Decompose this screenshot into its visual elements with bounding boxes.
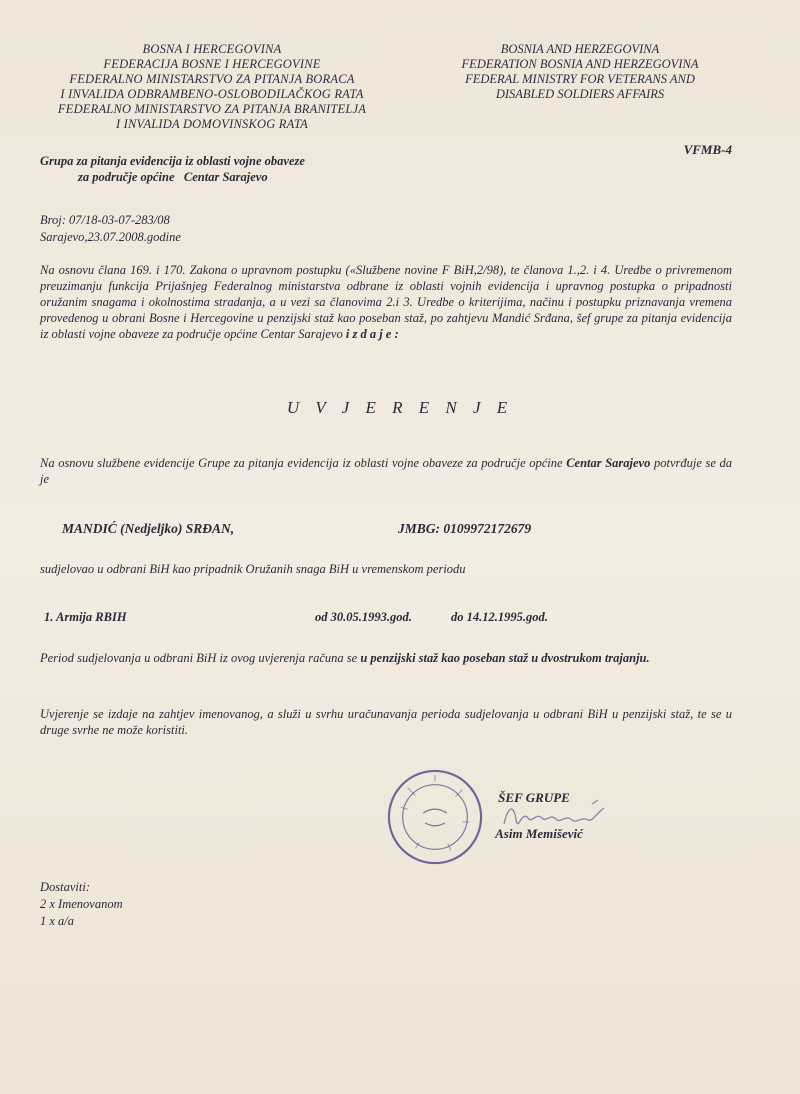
header-left-block <box>52 42 372 132</box>
service-to: do 14.12.1995.god. <box>451 610 548 624</box>
person-name: MANDIĆ (Nedjeljko) SRĐAN, <box>62 521 235 536</box>
signatory-name: Asim Memišević <box>495 826 583 841</box>
confirm-paragraph <box>40 455 732 487</box>
header-left-line: FEDERACIJA BOSNE I HERCEGOVINE <box>103 57 321 71</box>
header-right-line: FEDERATION BOSNIA AND HERZEGOVINA <box>461 57 699 71</box>
reference-place-date: Sarajevo,23.07.2008.godine <box>40 230 181 244</box>
intro-paragraph-emphasis: i z d a j e : <box>345 327 399 341</box>
delivery-block <box>40 879 123 930</box>
reference-block <box>40 212 181 246</box>
header-left-line: FEDERALNO MINISTARSTVO ZA PITANJA BRANITELJA <box>57 102 367 116</box>
intro-paragraph <box>40 262 732 342</box>
delivery-item: 1 x a/a <box>40 914 75 928</box>
document-title: U V J E R E N J E <box>286 398 514 417</box>
issuing-group-line2 <box>40 169 380 185</box>
confirm-place: Centar Sarajevo <box>566 456 651 470</box>
issuing-group-prefix: za područje općine <box>78 170 175 184</box>
header-left-line: BOSNA I HERCEGOVINA <box>142 42 282 56</box>
header-left-line: FEDERALNO MINISTARSTVO ZA PITANJA BORACA <box>69 72 355 86</box>
period-emphasis: u penzijski staž kao poseban staž u dvostrukom trajanju. <box>360 651 650 665</box>
reference-number: Broj: 07/18-03-07-283/08 <box>40 213 170 227</box>
header-left-line: I INVALIDA ODBRAMBENO-OSLOBODILAČKOG RATA <box>60 87 364 101</box>
header-right-line: DISABLED SOLDIERS AFFAIRS <box>495 87 665 101</box>
period-text: Period sudjelovanja u odbrani BiH iz ovog uvjerenja računa se <box>40 651 361 665</box>
intro-paragraph-text: Na osnovu člana 169. i 170. Zakona o upravnom postupku («Službene novine F BiH,2/98), te članova 1.,2. i 4. Uredbe o privremenom preuzimanju funkcija Prijašnjeg Federalnog ministarstva odbrane iz oblasti vojnih evidencija i upravnog postupka o pripadnosti oružanim snagama i okolnostima stradanja, a u vezi sa članovima 2.i 3. Uredbe o kriterijima, načinu i postupku priznavanja vremena provedenog u obrani Bosne i Hercegovine u penzijski staž kao poseban staž, po zahtjevu Mandić Srđana, šef grupe za pitanja evidencija iz oblasti vojne obaveze za područje općine Centar Sarajevo <box>40 263 732 341</box>
official-round-stamp-icon <box>386 768 484 866</box>
purpose-paragraph: Uvjerenje se izdaje na zahtjev imenovanog, a služi u svrhu uračunavanja perioda sudjelovanja u odbrani BiH u penzijski staž, te se u druge svrhe ne može koristiti. <box>40 707 732 737</box>
service-unit: 1. Armija RBIH <box>44 610 127 624</box>
header-right-line: FEDERAL MINISTRY FOR VETERANS AND <box>465 72 695 86</box>
form-code: VFMB-4 <box>683 142 732 157</box>
participation-text: sudjelovao u odbrani BiH kao pripadnik Oružanih snaga BiH u vremenskom periodu <box>40 562 466 576</box>
confirm-text-after: potvrđuje se da je <box>40 456 732 486</box>
issuing-group-line1: Grupa za pitanja evidencija iz oblasti vojne obaveze <box>40 154 305 168</box>
issuing-group-place: Centar Sarajevo <box>183 170 268 184</box>
header-left-line: I INVALIDA DOMOVINSKOG RATA <box>115 117 309 131</box>
header-right-block <box>430 42 730 102</box>
person-jmbg: JMBG: 0109972172679 <box>398 521 532 536</box>
signatory-title: ŠEF GRUPE <box>498 790 570 805</box>
issuing-group <box>40 153 380 185</box>
header-right-line: BOSNIA AND HERZEGOVINA <box>500 42 660 56</box>
delivery-label: Dostaviti: <box>40 880 90 894</box>
period-paragraph <box>40 650 732 666</box>
delivery-item: 2 x Imenovanom <box>40 897 123 911</box>
service-from: od 30.05.1993.god. <box>315 610 412 624</box>
confirm-text-before: Na osnovu službene evidencije Grupe za pitanja evidencija iz oblasti vojne obaveze za područje općine <box>40 456 567 470</box>
